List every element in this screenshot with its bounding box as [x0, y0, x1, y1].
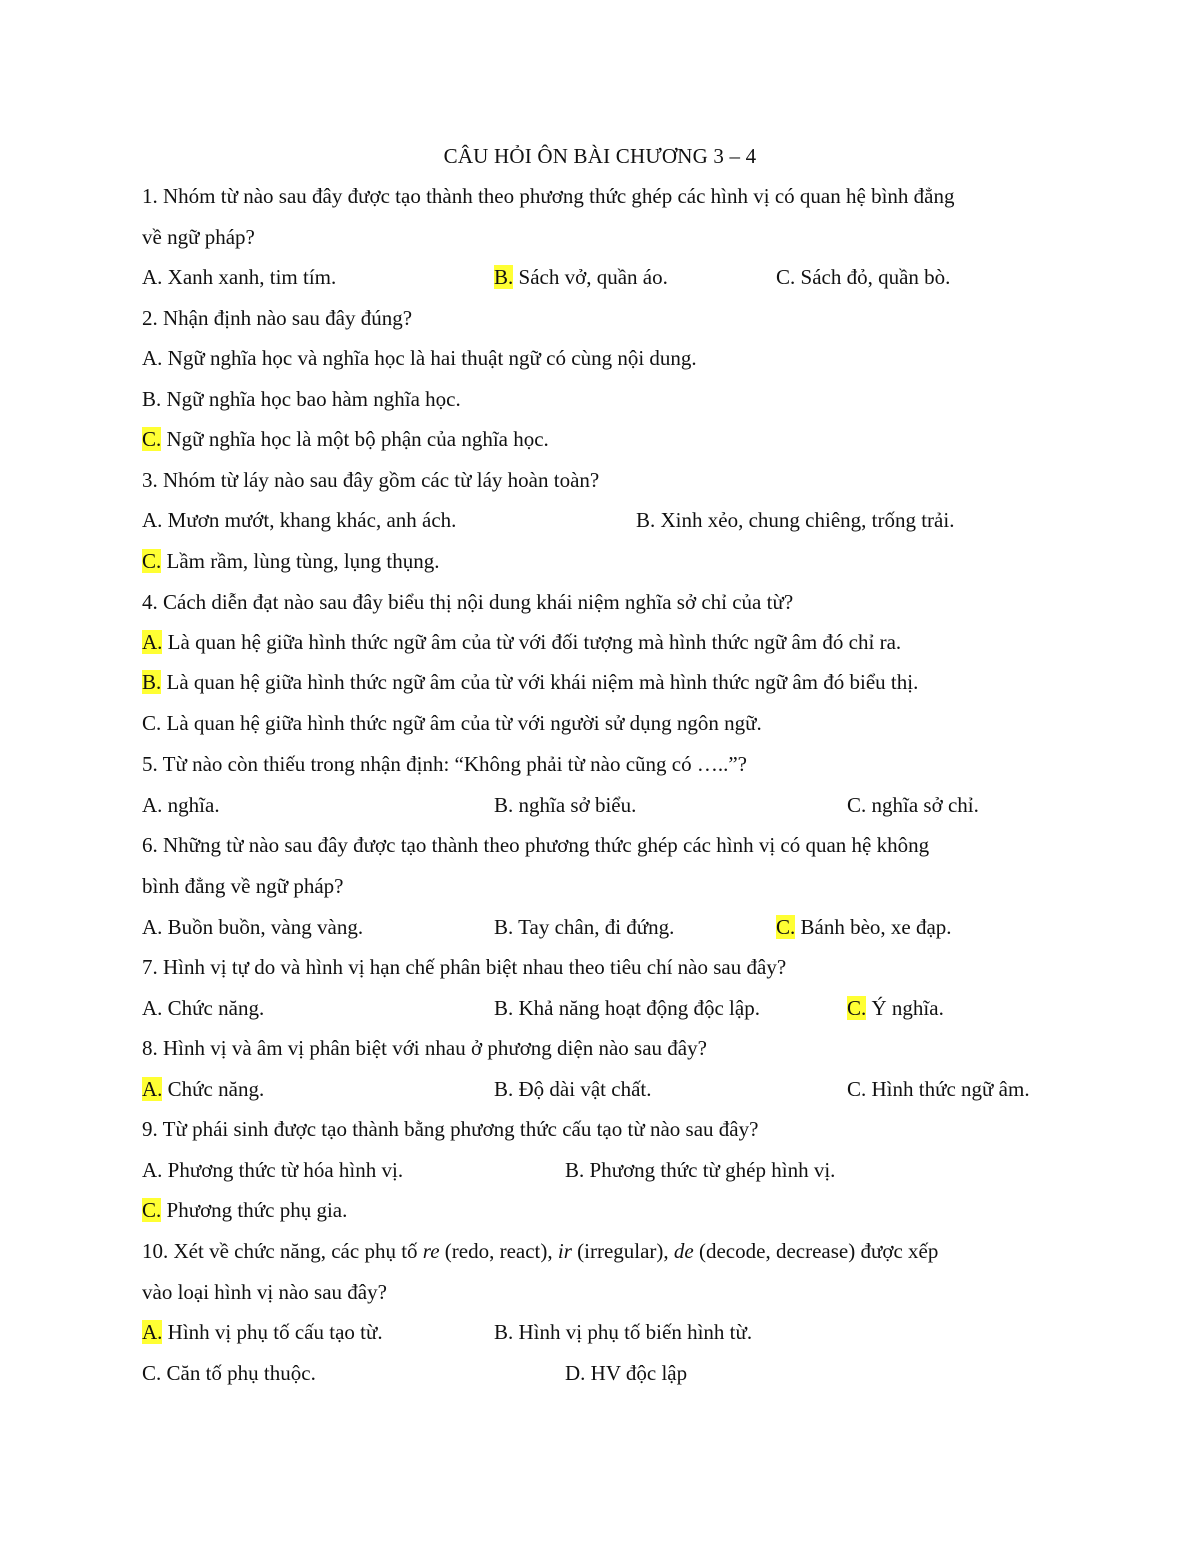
option-text: Bánh bèo, xe đạp.: [795, 915, 952, 939]
option-text: nghĩa sở chỉ.: [866, 793, 979, 817]
answer-highlight: A.: [142, 1077, 163, 1101]
question-6-option-b: [494, 913, 674, 941]
answer-highlight: A.: [142, 1320, 163, 1344]
option-text: Ngữ nghĩa học là một bộ phận của nghĩa học.: [161, 427, 549, 451]
option-text: Xinh xẻo, chung chiêng, trống trải.: [655, 508, 955, 532]
question-6-option-c: [776, 913, 952, 941]
option-text: HV độc lập: [585, 1361, 688, 1385]
question-8-option-b: [494, 1075, 651, 1103]
question-2-option-b: [142, 385, 461, 413]
question-3-option-a: [142, 506, 456, 534]
question-2-option-a: [142, 344, 697, 372]
option-text: Hình vị phụ tố biến hình từ.: [513, 1320, 753, 1344]
option-text: Lầm rầm, lùng tùng, lụng thụng.: [161, 549, 440, 573]
question-9-option-b: [565, 1156, 835, 1184]
question-10-option-b: [494, 1318, 752, 1346]
option-text: Là quan hệ giữa hình thức ngữ âm của từ với đối tượng mà hình thức ngữ âm đó chỉ ra.: [162, 630, 902, 654]
option-letter: B.: [494, 915, 514, 939]
document-title: CÂU HỎI ÔN BÀI CHƯƠNG 3 – 4: [443, 144, 757, 168]
option-letter: B.: [565, 1158, 585, 1182]
option-letter: B.: [494, 793, 514, 817]
option-text: Mươn mướt, khang khác, anh ách.: [162, 508, 457, 532]
question-4-stem: 4. Cách diễn đạt nào sau đây biểu thị nội dung khái niệm nghĩa sở chỉ của từ?: [142, 590, 794, 614]
option-text: Hình vị phụ tố cấu tạo từ.: [162, 1320, 383, 1344]
option-letter: C.: [847, 1077, 867, 1101]
option-letter: B.: [142, 387, 162, 411]
affix-ir: ir: [557, 1239, 572, 1263]
option-letter: A.: [142, 996, 163, 1020]
option-letter: A.: [142, 793, 163, 817]
answer-highlight: C.: [142, 1198, 162, 1222]
option-text: Khả năng hoạt động độc lập.: [513, 996, 760, 1020]
question-2-option-c: [142, 425, 549, 453]
affix-de: de: [673, 1239, 694, 1263]
question-2-stem: 2. Nhận định nào sau đây đúng?: [142, 306, 413, 330]
option-text: Phương thức từ hóa hình vị.: [162, 1158, 404, 1182]
question-6-stem-line-1: 6. Những từ nào sau đây được tạo thành theo phương thức ghép các hình vị có quan hệ không: [142, 833, 930, 857]
option-text: Là quan hệ giữa hình thức ngữ âm của từ với khái niệm mà hình thức ngữ âm đó biểu thị.: [161, 670, 919, 694]
question-10-option-d: [565, 1359, 687, 1387]
question-8-stem: 8. Hình vị và âm vị phân biệt với nhau ở phương diện nào sau đây?: [142, 1036, 707, 1060]
question-10-stem-line-1: [142, 1237, 938, 1265]
question-7-stem: 7. Hình vị tự do và hình vị hạn chế phân biệt nhau theo tiêu chí nào sau đây?: [142, 955, 787, 979]
question-7-option-a: [142, 994, 264, 1022]
question-9-option-a: [142, 1156, 403, 1184]
option-letter: B.: [636, 508, 656, 532]
question-6-option-a: [142, 913, 363, 941]
answer-highlight: C.: [142, 549, 162, 573]
answer-highlight: B.: [142, 670, 162, 694]
option-text: Phương thức từ ghép hình vị.: [584, 1158, 836, 1182]
option-text: Sách đỏ, quần bò.: [795, 265, 951, 289]
option-text: Chức năng.: [162, 1077, 265, 1101]
option-text: Sách vở, quần áo.: [513, 265, 668, 289]
option-text: Độ dài vật chất.: [513, 1077, 652, 1101]
option-text: Hình thức ngữ âm.: [866, 1077, 1030, 1101]
question-8-option-a: [142, 1075, 264, 1103]
option-text: Chức năng.: [162, 996, 265, 1020]
option-text: Buồn buồn, vàng vàng.: [162, 915, 364, 939]
option-text: nghĩa.: [162, 793, 220, 817]
answer-highlight: C.: [847, 996, 867, 1020]
answer-highlight: A.: [142, 630, 163, 654]
stem-text: (redo, react),: [439, 1239, 558, 1263]
question-6-stem-line-2: bình đẳng về ngữ pháp?: [142, 874, 344, 898]
option-text: Ý nghĩa.: [866, 996, 944, 1020]
question-5-stem: 5. Từ nào còn thiếu trong nhận định: “Không phải từ nào cũng có …..”?: [142, 752, 747, 776]
question-10-stem-line-2: vào loại hình vị nào sau đây?: [142, 1280, 387, 1304]
option-text: Ngữ nghĩa học bao hàm nghĩa học.: [161, 387, 461, 411]
stem-text: (irregular),: [571, 1239, 674, 1263]
option-text: Xanh xanh, tim tím.: [162, 265, 337, 289]
option-letter: C.: [847, 793, 867, 817]
option-text: Là quan hệ giữa hình thức ngữ âm của từ với người sử dụng ngôn ngữ.: [161, 711, 762, 735]
question-1-option-b: [494, 263, 668, 291]
question-4-option-c: [142, 709, 762, 737]
question-8-option-c: [847, 1075, 1030, 1103]
question-1-option-c: [776, 263, 950, 291]
option-letter: A.: [142, 915, 163, 939]
question-5-option-c: [847, 791, 979, 819]
question-1-stem-line-1: 1. Nhóm từ nào sau đây được tạo thành theo phương thức ghép các hình vị có quan hệ bình đẳng: [142, 184, 955, 208]
answer-highlight: C.: [142, 427, 162, 451]
question-7-option-b: [494, 994, 760, 1022]
option-letter: A.: [142, 508, 163, 532]
answer-highlight: B.: [494, 265, 514, 289]
option-text: Căn tố phụ thuộc.: [161, 1361, 316, 1385]
option-letter: B.: [494, 996, 514, 1020]
question-7-option-c: [847, 994, 944, 1022]
question-9-stem: 9. Từ phái sinh được tạo thành bằng phương thức cấu tạo từ nào sau đây?: [142, 1117, 759, 1141]
option-letter: C.: [142, 1361, 162, 1385]
option-letter: A.: [142, 346, 163, 370]
option-letter: D.: [565, 1361, 586, 1385]
option-letter: A.: [142, 1158, 163, 1182]
question-5-option-b: [494, 791, 636, 819]
question-3-option-c: [142, 547, 440, 575]
question-5-option-a: [142, 791, 220, 819]
option-letter: C.: [776, 265, 796, 289]
answer-highlight: C.: [776, 915, 796, 939]
question-3-stem: 3. Nhóm từ láy nào sau đây gồm các từ láy hoàn toàn?: [142, 468, 600, 492]
question-10-option-c: [142, 1359, 316, 1387]
stem-text: 10. Xét về chức năng, các phụ tố: [142, 1239, 423, 1263]
option-text: nghĩa sở biểu.: [513, 793, 637, 817]
question-1-option-a: [142, 263, 336, 291]
question-1-stem-line-2: về ngữ pháp?: [142, 225, 255, 249]
option-letter: C.: [142, 711, 162, 735]
option-letter: B.: [494, 1320, 514, 1344]
stem-text: (decode, decrease) được xếp: [693, 1239, 939, 1263]
option-letter: A.: [142, 265, 163, 289]
question-4-option-b: [142, 668, 918, 696]
question-9-option-c: [142, 1196, 347, 1224]
affix-re: re: [422, 1239, 440, 1263]
option-text: Tay chân, đi đứng.: [513, 915, 675, 939]
option-text: Phương thức phụ gia.: [161, 1198, 348, 1222]
question-3-option-b: [636, 506, 954, 534]
option-letter: B.: [494, 1077, 514, 1101]
option-text: Ngữ nghĩa học và nghĩa học là hai thuật ngữ có cùng nội dung.: [162, 346, 697, 370]
question-4-option-a: [142, 628, 901, 656]
question-10-option-a: [142, 1318, 383, 1346]
